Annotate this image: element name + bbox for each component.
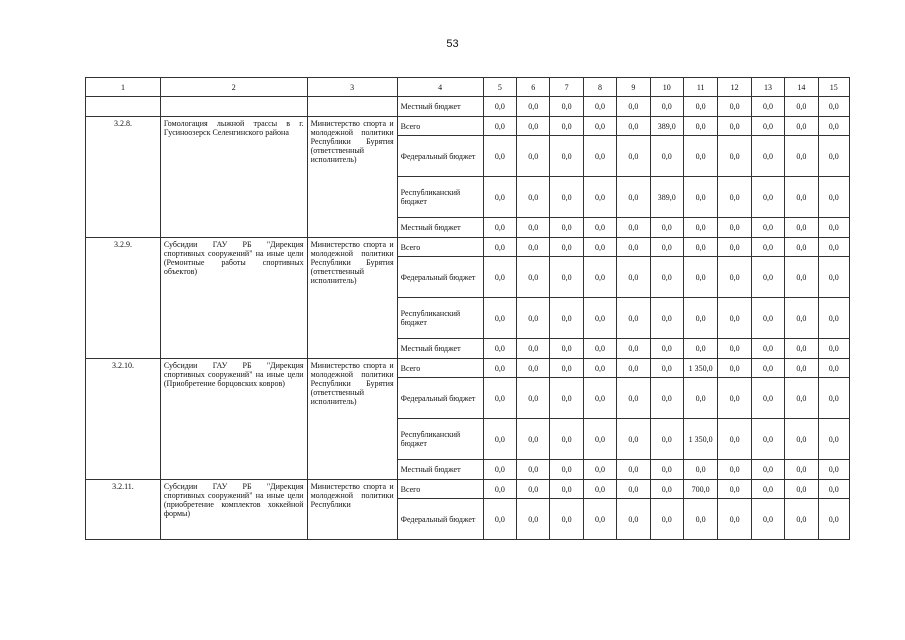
value-cell: 0,0 (550, 480, 583, 499)
column-header: 12 (718, 78, 751, 97)
column-header: 5 (483, 78, 516, 97)
column-header: 2 (160, 78, 307, 97)
value-cell: 0,0 (683, 238, 717, 257)
value-cell: 0,0 (617, 177, 650, 218)
value-cell: 0,0 (617, 238, 650, 257)
value-cell: 0,0 (818, 136, 849, 177)
value-cell: 0,0 (617, 419, 650, 460)
executor-name: Министерство спорта и молодежной политики Республики Бурятия (ответственный исполнитель) (307, 117, 397, 238)
value-cell: 0,0 (683, 136, 717, 177)
value-cell: 700,0 (683, 480, 717, 499)
header-row (86, 78, 850, 97)
value-cell: 0,0 (785, 298, 818, 339)
value-cell: 0,0 (751, 499, 784, 540)
value-cell: 0,0 (751, 460, 784, 480)
value-cell: 0,0 (683, 97, 717, 117)
value-cell: 0,0 (818, 359, 849, 378)
value-cell: 0,0 (785, 117, 818, 136)
value-cell: 0,0 (483, 136, 516, 177)
value-cell: 0,0 (483, 499, 516, 540)
table-row (86, 238, 850, 257)
value-cell: 0,0 (751, 257, 784, 298)
column-header: 8 (583, 78, 616, 97)
value-cell: 0,0 (650, 257, 683, 298)
value-cell: 0,0 (617, 257, 650, 298)
value-cell: 0,0 (483, 238, 516, 257)
value-cell: 0,0 (751, 378, 784, 419)
value-cell: 0,0 (517, 419, 550, 460)
value-cell: 0,0 (818, 378, 849, 419)
funding-source: Федеральный бюджет (397, 499, 483, 540)
value-cell: 0,0 (517, 238, 550, 257)
table-row (86, 117, 850, 136)
value-cell: 0,0 (718, 117, 751, 136)
funding-source: Республиканский бюджет (397, 298, 483, 339)
column-header: 11 (683, 78, 717, 97)
value-cell: 0,0 (751, 136, 784, 177)
value-cell: 0,0 (483, 419, 516, 460)
value-cell: 0,0 (718, 238, 751, 257)
value-cell: 0,0 (785, 177, 818, 218)
value-cell: 0,0 (751, 97, 784, 117)
value-cell: 0,0 (818, 97, 849, 117)
event-name: Субсидии ГАУ РБ "Дирекция спортивных сооружений" на иные цели (Приобретение борцовских ковров) (160, 359, 307, 480)
value-cell: 0,0 (751, 359, 784, 378)
value-cell: 0,0 (751, 177, 784, 218)
value-cell: 0,0 (517, 257, 550, 298)
value-cell: 0,0 (483, 378, 516, 419)
funding-source: Всего (397, 359, 483, 378)
value-cell: 0,0 (583, 257, 616, 298)
table-row (86, 97, 850, 117)
value-cell: 0,0 (785, 257, 818, 298)
value-cell: 0,0 (583, 378, 616, 419)
value-cell: 0,0 (483, 359, 516, 378)
funding-source: Местный бюджет (397, 460, 483, 480)
funding-source: Федеральный бюджет (397, 257, 483, 298)
value-cell: 389,0 (650, 117, 683, 136)
code-cell (86, 97, 161, 117)
value-cell: 0,0 (650, 480, 683, 499)
value-cell: 0,0 (718, 378, 751, 419)
event-name: Субсидии ГАУ РБ "Дирекция спортивных сооружений" на иные цели (приобретение комплектов хоккейной формы) (160, 480, 307, 540)
value-cell: 0,0 (818, 117, 849, 136)
value-cell: 0,0 (583, 97, 616, 117)
value-cell: 0,0 (550, 238, 583, 257)
value-cell: 0,0 (751, 298, 784, 339)
value-cell: 0,0 (683, 378, 717, 419)
table-row (86, 480, 850, 499)
value-cell: 0,0 (583, 218, 616, 238)
value-cell: 0,0 (683, 117, 717, 136)
value-cell: 0,0 (718, 177, 751, 218)
value-cell: 0,0 (818, 218, 849, 238)
event-cell (160, 97, 307, 117)
event-name: Субсидии ГАУ РБ "Дирекция спортивных сооружений" на иные цели (Ремонтные работы спортивных объектов) (160, 238, 307, 359)
value-cell: 0,0 (517, 460, 550, 480)
value-cell: 0,0 (818, 480, 849, 499)
value-cell: 0,0 (617, 378, 650, 419)
value-cell: 0,0 (550, 419, 583, 460)
value-cell: 0,0 (483, 480, 516, 499)
value-cell: 0,0 (550, 298, 583, 339)
value-cell: 0,0 (818, 238, 849, 257)
value-cell: 0,0 (818, 419, 849, 460)
value-cell: 0,0 (550, 499, 583, 540)
value-cell: 0,0 (550, 136, 583, 177)
value-cell: 0,0 (583, 117, 616, 136)
value-cell: 0,0 (583, 238, 616, 257)
value-cell: 0,0 (785, 480, 818, 499)
value-cell: 0,0 (517, 136, 550, 177)
value-cell: 0,0 (751, 419, 784, 460)
value-cell: 0,0 (785, 97, 818, 117)
event-name: Гомологация лыжной трассы в г. Гусиноозерск Селенгинского района (160, 117, 307, 238)
value-cell: 0,0 (550, 117, 583, 136)
column-header: 3 (307, 78, 397, 97)
value-cell: 0,0 (483, 117, 516, 136)
value-cell: 0,0 (650, 419, 683, 460)
column-header: 15 (818, 78, 849, 97)
value-cell: 0,0 (550, 339, 583, 359)
value-cell: 0,0 (483, 218, 516, 238)
value-cell: 0,0 (785, 499, 818, 540)
value-cell: 0,0 (718, 298, 751, 339)
value-cell: 0,0 (517, 298, 550, 339)
value-cell: 0,0 (617, 298, 650, 339)
value-cell: 0,0 (550, 97, 583, 117)
funding-source: Федеральный бюджет (397, 136, 483, 177)
value-cell: 0,0 (517, 359, 550, 378)
column-header: 13 (751, 78, 784, 97)
value-cell: 0,0 (751, 339, 784, 359)
value-cell: 0,0 (785, 359, 818, 378)
value-cell: 0,0 (785, 378, 818, 419)
column-header: 7 (550, 78, 583, 97)
value-cell: 0,0 (483, 298, 516, 339)
value-cell: 0,0 (583, 419, 616, 460)
value-cell: 0,0 (650, 218, 683, 238)
column-header: 9 (617, 78, 650, 97)
value-cell: 0,0 (785, 136, 818, 177)
value-cell: 0,0 (617, 359, 650, 378)
item-code: 3.2.10. (86, 359, 161, 480)
item-code: 3.2.9. (86, 238, 161, 359)
page-number: 53 (446, 38, 459, 50)
value-cell: 0,0 (583, 460, 616, 480)
value-cell: 0,0 (683, 298, 717, 339)
value-cell: 0,0 (517, 218, 550, 238)
value-cell: 0,0 (785, 218, 818, 238)
item-code: 3.2.8. (86, 117, 161, 238)
value-cell: 0,0 (818, 298, 849, 339)
funding-source: Местный бюджет (397, 97, 483, 117)
value-cell: 0,0 (751, 117, 784, 136)
value-cell: 0,0 (650, 499, 683, 540)
value-cell: 0,0 (583, 339, 616, 359)
value-cell: 0,0 (517, 339, 550, 359)
funding-source: Местный бюджет (397, 218, 483, 238)
value-cell: 0,0 (751, 480, 784, 499)
executor-name: Министерство спорта и молодежной политики Республики Бурятия (ответственный исполнитель) (307, 238, 397, 359)
value-cell: 0,0 (818, 257, 849, 298)
value-cell: 0,0 (650, 136, 683, 177)
value-cell: 0,0 (483, 460, 516, 480)
value-cell: 0,0 (583, 499, 616, 540)
table-row (86, 359, 850, 378)
value-cell: 0,0 (683, 177, 717, 218)
value-cell: 0,0 (818, 177, 849, 218)
value-cell: 0,0 (617, 97, 650, 117)
value-cell: 0,0 (583, 480, 616, 499)
value-cell: 0,0 (517, 97, 550, 117)
value-cell: 0,0 (550, 177, 583, 218)
value-cell: 0,0 (751, 218, 784, 238)
value-cell: 0,0 (550, 359, 583, 378)
column-header: 10 (650, 78, 683, 97)
value-cell: 0,0 (483, 257, 516, 298)
value-cell: 0,0 (718, 499, 751, 540)
value-cell: 0,0 (583, 177, 616, 218)
value-cell: 0,0 (617, 480, 650, 499)
value-cell: 0,0 (818, 339, 849, 359)
value-cell: 0,0 (517, 480, 550, 499)
value-cell: 0,0 (483, 177, 516, 218)
value-cell: 0,0 (650, 238, 683, 257)
executor-cell (307, 97, 397, 117)
value-cell: 0,0 (550, 257, 583, 298)
value-cell: 389,0 (650, 177, 683, 218)
value-cell: 0,0 (617, 117, 650, 136)
value-cell: 0,0 (718, 218, 751, 238)
executor-name: Министерство спорта и молодежной политики Республики (307, 480, 397, 540)
value-cell: 0,0 (683, 218, 717, 238)
funding-source: Всего (397, 117, 483, 136)
value-cell: 0,0 (718, 480, 751, 499)
value-cell: 1 350,0 (683, 359, 717, 378)
value-cell: 0,0 (650, 339, 683, 359)
budget-table (85, 77, 850, 540)
value-cell: 0,0 (650, 97, 683, 117)
value-cell: 0,0 (785, 419, 818, 460)
value-cell: 0,0 (650, 378, 683, 419)
value-cell: 0,0 (517, 117, 550, 136)
funding-source: Всего (397, 480, 483, 499)
value-cell: 0,0 (617, 218, 650, 238)
value-cell: 0,0 (718, 419, 751, 460)
value-cell: 0,0 (517, 499, 550, 540)
value-cell: 0,0 (650, 359, 683, 378)
value-cell: 0,0 (785, 238, 818, 257)
table-body (86, 78, 850, 540)
value-cell: 0,0 (718, 359, 751, 378)
funding-source: Республиканский бюджет (397, 419, 483, 460)
value-cell: 0,0 (718, 257, 751, 298)
value-cell: 0,0 (583, 359, 616, 378)
value-cell: 0,0 (550, 378, 583, 419)
column-header: 1 (86, 78, 161, 97)
value-cell: 0,0 (617, 460, 650, 480)
value-cell: 0,0 (683, 460, 717, 480)
item-code: 3.2.11. (86, 480, 161, 540)
value-cell: 0,0 (617, 339, 650, 359)
column-header: 6 (517, 78, 550, 97)
value-cell: 0,0 (718, 97, 751, 117)
value-cell: 0,0 (751, 238, 784, 257)
value-cell: 0,0 (483, 339, 516, 359)
value-cell: 1 350,0 (683, 419, 717, 460)
value-cell: 0,0 (683, 339, 717, 359)
value-cell: 0,0 (550, 460, 583, 480)
column-header: 14 (785, 78, 818, 97)
value-cell: 0,0 (785, 339, 818, 359)
value-cell: 0,0 (785, 460, 818, 480)
funding-source: Местный бюджет (397, 339, 483, 359)
value-cell: 0,0 (650, 460, 683, 480)
value-cell: 0,0 (617, 136, 650, 177)
value-cell: 0,0 (483, 97, 516, 117)
value-cell: 0,0 (718, 460, 751, 480)
value-cell: 0,0 (818, 499, 849, 540)
value-cell: 0,0 (683, 257, 717, 298)
column-header: 4 (397, 78, 483, 97)
value-cell: 0,0 (818, 460, 849, 480)
value-cell: 0,0 (650, 298, 683, 339)
value-cell: 0,0 (718, 136, 751, 177)
value-cell: 0,0 (617, 499, 650, 540)
value-cell: 0,0 (517, 177, 550, 218)
funding-source: Республиканский бюджет (397, 177, 483, 218)
value-cell: 0,0 (583, 136, 616, 177)
funding-source: Всего (397, 238, 483, 257)
executor-name: Министерство спорта и молодежной политики Республики Бурятия (ответственный исполнитель) (307, 359, 397, 480)
funding-source: Федеральный бюджет (397, 378, 483, 419)
value-cell: 0,0 (683, 499, 717, 540)
value-cell: 0,0 (583, 298, 616, 339)
value-cell: 0,0 (517, 378, 550, 419)
value-cell: 0,0 (550, 218, 583, 238)
value-cell: 0,0 (718, 339, 751, 359)
